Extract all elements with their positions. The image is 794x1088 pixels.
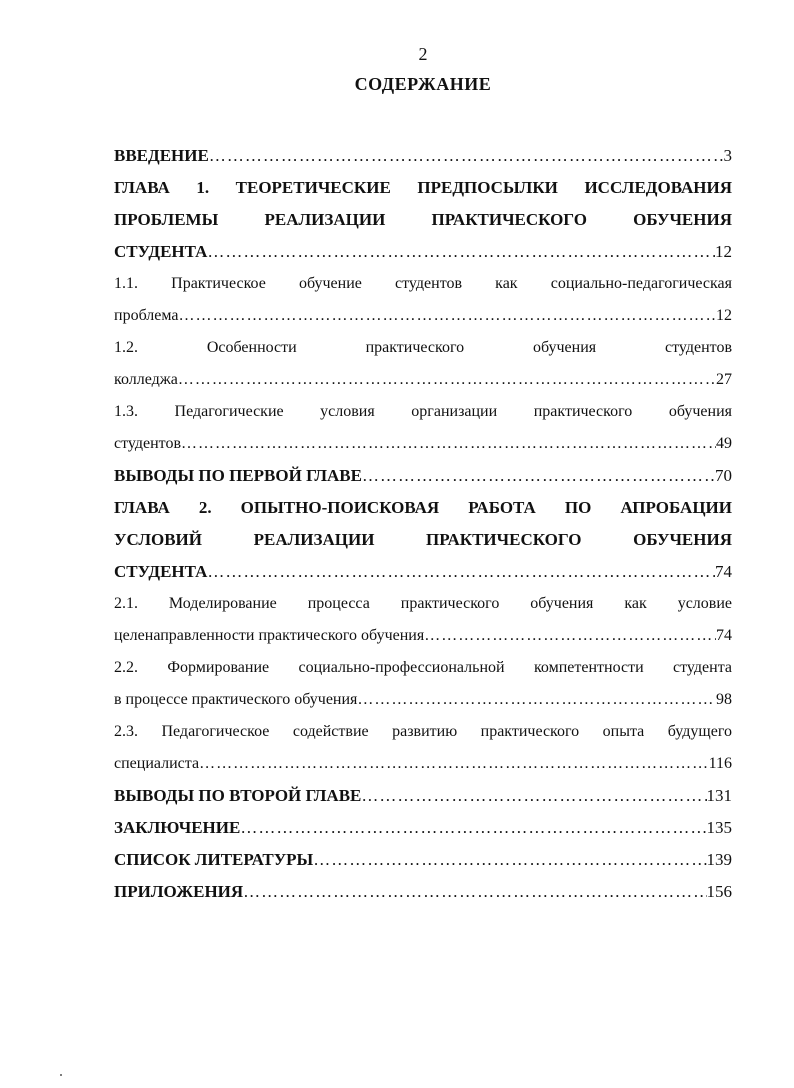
dot-leader — [357, 684, 716, 716]
toc-page-number: 49 — [716, 435, 732, 452]
toc-entry-title-line: 2.3. Педагогическое содействие развитию практического опыта будущего — [114, 723, 732, 740]
toc-entry-section-1-3[interactable] — [114, 396, 732, 460]
toc-entry-title: СПИСОК ЛИТЕРАТУРЫ — [114, 850, 314, 869]
toc-entry-title-line: ГЛАВА 2. ОПЫТНО-ПОИСКОВАЯ РАБОТА ПО АПРОБАЦИИ — [114, 498, 732, 517]
dot-leader — [207, 556, 715, 588]
dot-leader — [179, 300, 716, 332]
dot-leader — [313, 844, 706, 876]
toc-entry-references[interactable] — [114, 844, 732, 876]
toc-entry-title-line: колледжа — [114, 371, 178, 388]
toc-entry-intro[interactable] — [114, 140, 732, 172]
toc-page-number: 131 — [706, 786, 732, 805]
toc-entry-title-line: СТУДЕНТА — [114, 242, 208, 261]
toc-page-number: 135 — [706, 818, 732, 837]
toc-page-number: 70 — [715, 466, 732, 485]
toc-entry-title-line: ГЛАВА 1. ТЕОРЕТИЧЕСКИЕ ПРЕДПОСЫЛКИ ИССЛЕДОВАНИЯ — [114, 178, 732, 197]
toc-entry-title-line: целенаправленности практического обучения — [114, 627, 425, 644]
toc-page-number: 74 — [716, 627, 732, 644]
toc-entry-title-line: 1.2. Особенности практического обучения студентов — [114, 339, 732, 356]
dot-leader — [207, 236, 715, 268]
toc-entry-title-line: 1.1. Практическое обучение студентов как социально-педагогическая — [114, 275, 732, 292]
scan-speck — [60, 1074, 62, 1076]
toc-entry-chapter-1[interactable] — [114, 172, 732, 268]
dot-leader — [243, 876, 706, 908]
toc-entry-title-line: 2.1. Моделирование процесса практического обучения как условие — [114, 595, 732, 612]
toc-entry-conclusions-2[interactable] — [114, 780, 732, 812]
dot-leader — [361, 780, 706, 812]
dot-leader — [240, 812, 706, 844]
toc-entry-title-line: проблема — [114, 307, 179, 324]
dot-leader — [209, 140, 724, 172]
toc-entry-title-line: УСЛОВИЙ РЕАЛИЗАЦИИ ПРАКТИЧЕСКОГО ОБУЧЕНИЯ — [114, 530, 732, 549]
dot-leader — [199, 748, 709, 780]
toc-entry-title: ВЫВОДЫ ПО ПЕРВОЙ ГЛАВЕ — [114, 466, 362, 485]
toc-entry-title-line: в процессе практического обучения — [114, 691, 358, 708]
toc-entry-title: ПРИЛОЖЕНИЯ — [114, 882, 244, 901]
dot-leader — [181, 428, 716, 460]
toc-entry-title: ВВЕДЕНИЕ — [114, 146, 209, 165]
toc-entry-title-line: 1.3. Педагогические условия организации практического обучения — [114, 403, 732, 420]
toc-entry-conclusions-1[interactable] — [114, 460, 732, 492]
toc-page-number: 3 — [723, 146, 732, 165]
toc-entry-title-line: ПРОБЛЕМЫ РЕАЛИЗАЦИИ ПРАКТИЧЕСКОГО ОБУЧЕНИЯ — [114, 210, 732, 229]
toc-entry-title-line: 2.2. Формирование социально-профессиональной компетентности студента — [114, 659, 732, 676]
toc-entry-section-2-3[interactable] — [114, 716, 732, 780]
dot-leader — [424, 620, 716, 652]
toc-page-number: 12 — [716, 307, 732, 324]
toc-entry-section-1-1[interactable] — [114, 268, 732, 332]
toc-entry-section-2-1[interactable] — [114, 588, 732, 652]
toc-entry-title-line: специалиста — [114, 755, 200, 772]
toc-entry-title: ЗАКЛЮЧЕНИЕ — [114, 818, 241, 837]
toc-page-number: 12 — [715, 242, 732, 261]
toc-page-number: 98 — [716, 691, 732, 708]
toc-entry-title-line: СТУДЕНТА — [114, 562, 208, 581]
page-number: 2 — [418, 44, 428, 64]
toc-page-number: 27 — [716, 371, 732, 388]
toc-page-number: 139 — [706, 850, 732, 869]
toc-page-number: 156 — [706, 882, 732, 901]
toc-entry-appendices[interactable] — [114, 876, 732, 908]
dot-leader — [362, 460, 715, 492]
toc-page-number: 116 — [708, 755, 732, 772]
toc-entry-title-line: студентов — [114, 435, 182, 452]
dot-leader — [178, 364, 716, 396]
toc-entry-section-2-2[interactable] — [114, 652, 732, 716]
table-of-contents — [114, 140, 732, 908]
toc-page-number: 74 — [715, 562, 732, 581]
toc-entry-conclusion[interactable] — [114, 812, 732, 844]
toc-entry-title: ВЫВОДЫ ПО ВТОРОЙ ГЛАВЕ — [114, 786, 362, 805]
page-title: СОДЕРЖАНИЕ — [354, 74, 492, 94]
toc-entry-section-1-2[interactable] — [114, 332, 732, 396]
toc-entry-chapter-2[interactable] — [114, 492, 732, 588]
